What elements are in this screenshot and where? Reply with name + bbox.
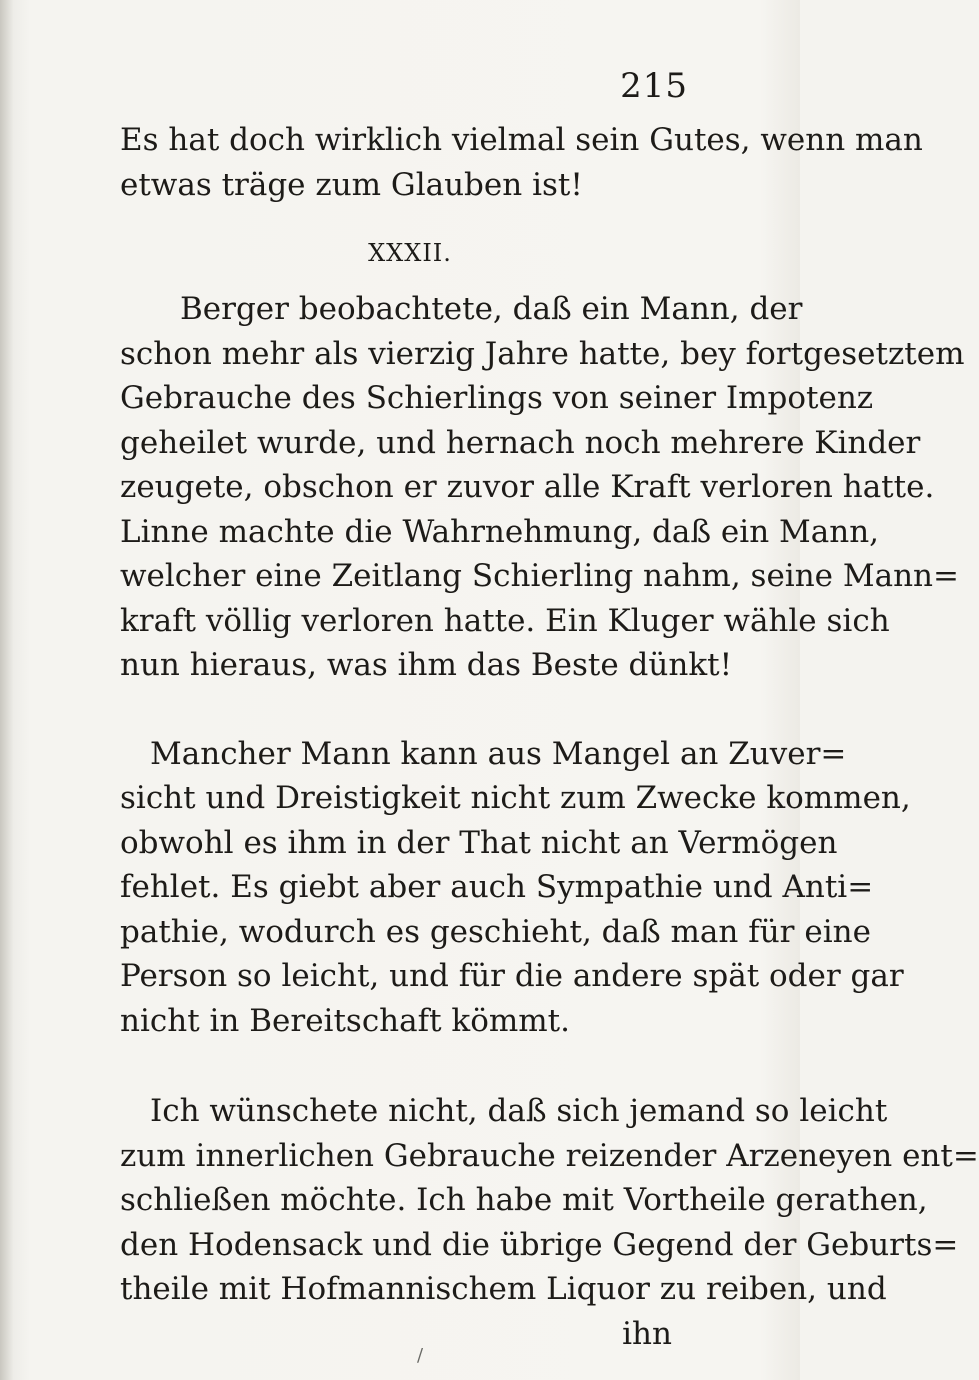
text-line: fehlet. Es giebt aber auch Sympathie und Anti=	[120, 869, 874, 905]
text-line: schließen möchte. Ich habe mit Vortheile gerathen,	[120, 1182, 928, 1218]
text-line: welcher eine Zeitlang Schierling nahm, seine Mann=	[120, 558, 959, 594]
paragraph-4	[120, 1089, 979, 1312]
text-line: zeugete, obschon er zuvor alle Kraft verloren hatte.	[120, 469, 935, 505]
text-line: Person so leicht, und für die andere spät oder gar	[120, 958, 904, 994]
text-line: Ich wünschete nicht, daß sich jemand so leicht	[150, 1093, 888, 1129]
paragraph-1	[120, 118, 923, 207]
text-line: theile mit Hofmannischem Liquor zu reiben, und	[120, 1271, 887, 1307]
bottom-mark: /	[417, 1345, 424, 1366]
catchword: ihn	[622, 1315, 672, 1352]
section-heading: XXXII.	[368, 239, 452, 267]
text-line: den Hodensack und die übrige Gegend der Geburts=	[120, 1226, 959, 1263]
text-line: pathie, wodurch es geschieht, daß man für eine	[120, 913, 871, 950]
text-line: Mancher Mann kann aus Mangel an Zuver=	[150, 735, 847, 772]
text-line: nun hieraus, was ihm das Beste dünkt!	[120, 647, 733, 683]
text-line: Linne machte die Wahrnehmung, daß ein Mann,	[120, 513, 880, 550]
text-line: kraft völlig verloren hatte. Ein Kluger wähle sich	[120, 602, 890, 639]
text-line: geheilet wurde, und hernach noch mehrere Kinder	[120, 424, 921, 461]
paragraph-3	[120, 732, 911, 1044]
text-line: Berger beobachtete, daß ein Mann, der	[180, 291, 803, 327]
text-line: schon mehr als vierzig Jahre hatte, bey fortgesetztem	[120, 335, 965, 372]
text-line: etwas träge zum Glauben ist!	[120, 166, 583, 203]
text-line: Gebrauche des Schierlings von seiner Impotenz	[120, 380, 874, 416]
text-line: sicht und Dreistigkeit nicht zum Zwecke kommen,	[120, 780, 911, 816]
text-line: zum innerlichen Gebrauche reizender Arzeneyen ent=	[120, 1137, 979, 1174]
page-number: 215	[620, 66, 688, 106]
paragraph-2	[120, 287, 965, 688]
text-line: nicht in Bereitschaft kömmt.	[120, 1002, 570, 1039]
binding-edge	[0, 0, 14, 1380]
page-text	[120, 118, 979, 1356]
text-line: Es hat doch wirklich vielmal sein Gutes, wenn man	[120, 122, 923, 158]
text-line: obwohl es ihm in der That nicht an Vermögen	[120, 824, 838, 861]
